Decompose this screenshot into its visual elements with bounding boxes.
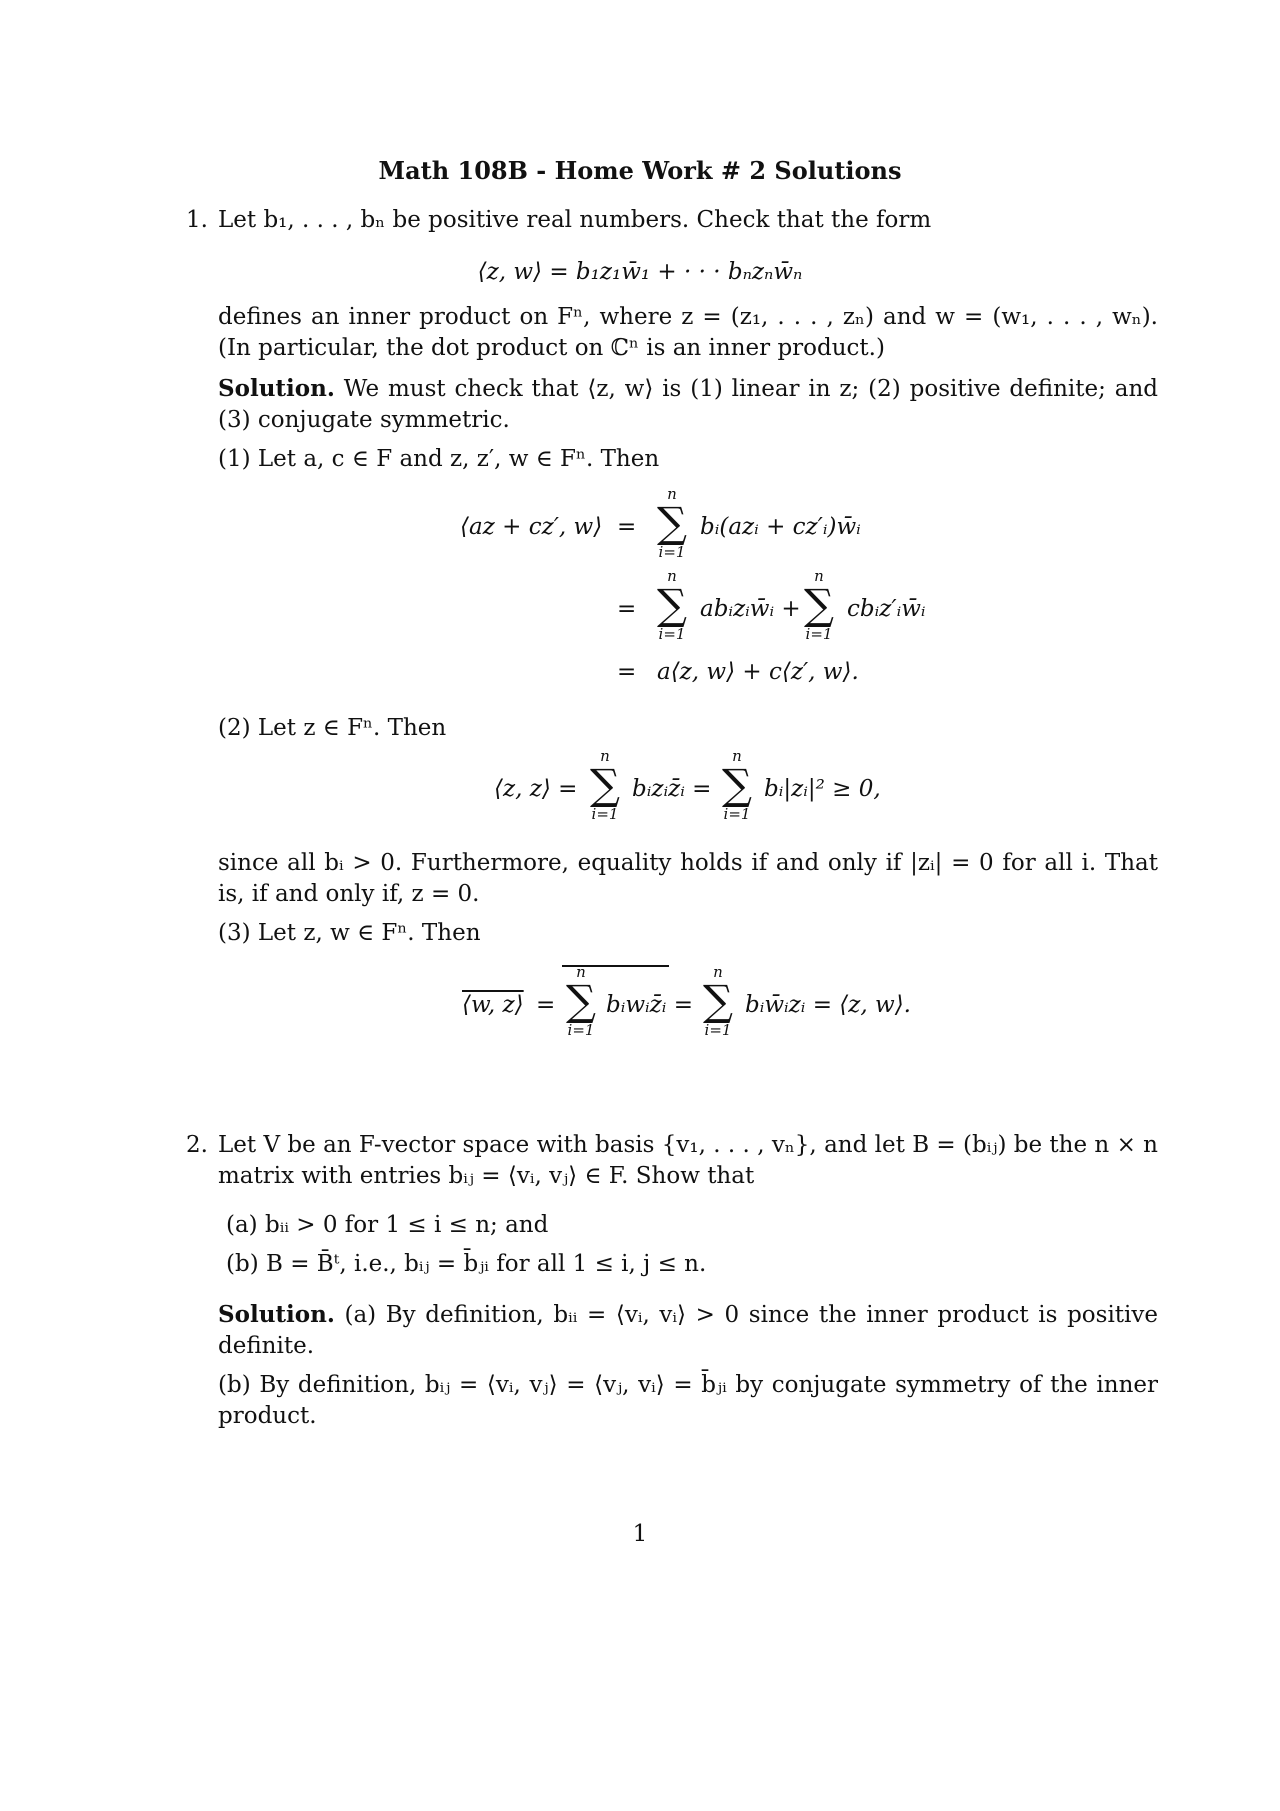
sum-upper: n — [600, 747, 610, 765]
sigma-symbol: ∑ — [566, 976, 596, 1025]
sigma-symbol: ∑ — [657, 580, 687, 629]
equals-sign: = — [536, 992, 556, 1018]
sum-lower: i=1 — [704, 1021, 732, 1039]
problem-text: since all bᵢ > 0. Furthermore, equality holds if and only if |zᵢ| = 0 for all i. That is, if and only if, z = 0. — [218, 850, 1158, 907]
sum-lower: i=1 — [567, 1021, 595, 1039]
problem-number: 1. — [186, 207, 208, 233]
sum-lower: i=1 — [658, 543, 686, 561]
part-intro: (3) Let z, w ∈ Fⁿ. Then — [218, 920, 481, 946]
solution-paragraph: (b) By definition, bᵢⱼ = ⟨vᵢ, vⱼ⟩ = ⟨vⱼ, vᵢ⟩ = b̄ⱼᵢ by conjugate symmetry of the inner product. — [218, 1372, 1158, 1429]
equation-rhs: bᵢ(azᵢ + cz′ᵢ)w̄ᵢ — [700, 514, 861, 540]
problem-text: defines an inner product on Fⁿ, where z = (z₁, . . . , zₙ) and w = (w₁, . . . , wₙ). (In particular, the dot product on ℂⁿ is an inner product.) — [218, 304, 1158, 361]
summation — [566, 964, 596, 1038]
part-intro: (1) Let a, c ∈ F and z, z′, w ∈ Fⁿ. Then — [218, 446, 660, 472]
sum-upper: n — [732, 747, 742, 765]
equation-rhs: bᵢw̄ᵢzᵢ = ⟨z, w⟩. — [745, 992, 911, 1018]
equals-sign: = — [617, 596, 637, 622]
page-title: Math 108B - Home Work # 2 Solutions — [378, 156, 902, 185]
equation-mid: bᵢwᵢz̄ᵢ = — [606, 992, 693, 1018]
sum-upper: n — [814, 567, 824, 585]
problem-statement: Let V be an F-vector space with basis {v₁, . . . , vₙ}, and let B = (bᵢⱼ) be the n × n matrix with entries bᵢⱼ = ⟨vᵢ, vⱼ⟩ ∈ F. Show that — [218, 1132, 1158, 1189]
equation-lhs: ⟨az + cz′, w⟩ — [460, 514, 603, 540]
sum-upper: n — [713, 963, 723, 981]
form-equation: ⟨z, w⟩ = b₁z₁w̄₁ + · · · bₙzₙw̄ₙ — [477, 259, 803, 285]
sum-lower: i=1 — [805, 625, 833, 643]
solution-label: Solution. — [218, 1301, 335, 1328]
sum-lower: i=1 — [591, 805, 619, 823]
solution-paragraph — [218, 373, 1158, 436]
summation — [657, 486, 687, 560]
summation — [590, 748, 620, 822]
sigma-symbol: ∑ — [590, 760, 620, 809]
sum-upper: n — [576, 963, 586, 981]
sigma-symbol: ∑ — [657, 498, 687, 547]
summation — [703, 964, 733, 1038]
sigma-symbol: ∑ — [703, 976, 733, 1025]
sum-upper: n — [667, 485, 677, 503]
summation — [804, 568, 834, 642]
equation-mid: bᵢzᵢz̄ᵢ = — [632, 776, 712, 802]
equals-sign: = — [617, 514, 637, 540]
summation — [657, 568, 687, 642]
sum-upper: n — [667, 567, 677, 585]
equation-rhs: cbᵢz′ᵢw̄ᵢ — [847, 596, 926, 622]
solution-paragraph — [218, 1299, 1158, 1362]
equation-lhs: ⟨z, z⟩ = — [494, 776, 578, 802]
part-intro: (2) Let z ∈ Fⁿ. Then — [218, 715, 447, 741]
problem-statement: Let b₁, . . . , bₙ be positive real numbers. Check that the form — [218, 207, 932, 233]
page-number: 1 — [632, 1521, 648, 1547]
equation-rhs: a⟨z, w⟩ + c⟨z′, w⟩. — [657, 659, 859, 685]
equation-rhs: abᵢzᵢw̄ᵢ + — [700, 596, 801, 622]
solution-text: We must check that ⟨z, w⟩ is (1) linear in z; (2) positive definite; and (3) conjugate symmetric. — [218, 376, 1159, 433]
sum-lower: i=1 — [658, 625, 686, 643]
equation-lhs: ⟨w, z⟩ — [462, 992, 524, 1018]
problem-number: 2. — [186, 1132, 208, 1158]
sigma-symbol: ∑ — [722, 760, 752, 809]
sum-lower: i=1 — [723, 805, 751, 823]
solution-label: Solution. — [218, 375, 335, 402]
list-item: (a) bᵢᵢ > 0 for 1 ≤ i ≤ n; and — [226, 1212, 549, 1238]
solution-text: (a) By definition, bᵢᵢ = ⟨vᵢ, vᵢ⟩ > 0 since the inner product is positive definite. — [218, 1302, 1159, 1359]
summation — [722, 748, 752, 822]
sigma-symbol: ∑ — [804, 580, 834, 629]
equation-rhs: bᵢ|zᵢ|² ≥ 0, — [764, 776, 881, 802]
list-item: (b) B = B̄ᵗ, i.e., bᵢⱼ = b̄ⱼᵢ for all 1 ≤ i, j ≤ n. — [226, 1251, 707, 1277]
equals-sign: = — [617, 659, 637, 685]
